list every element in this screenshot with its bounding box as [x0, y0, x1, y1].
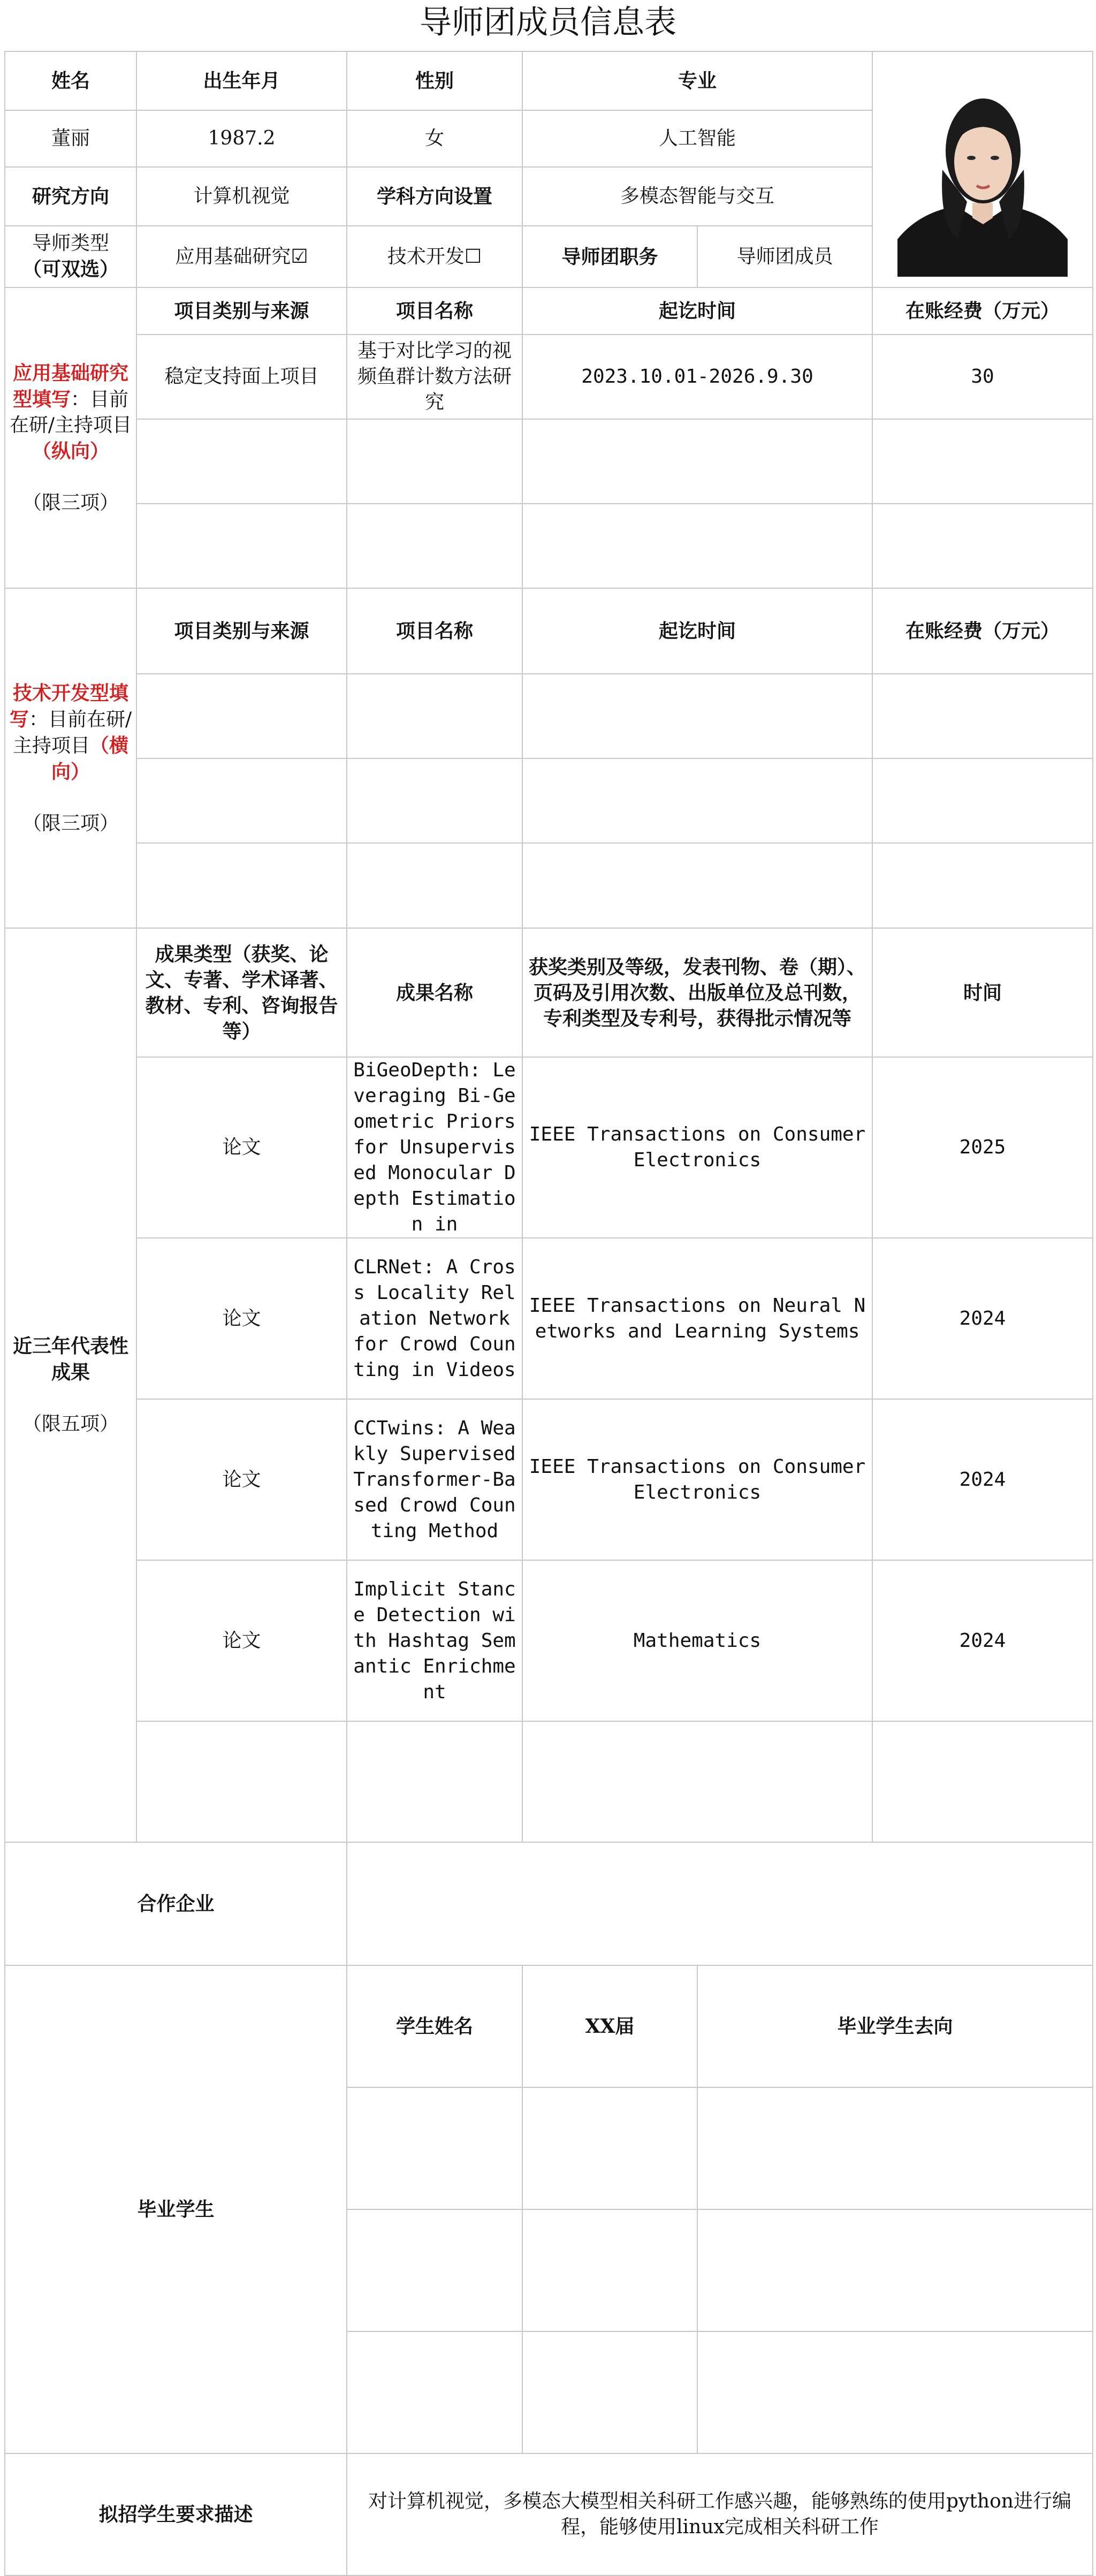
research-label: 研究方向 — [5, 167, 136, 226]
info-form-table — [4, 51, 1093, 2576]
tech-col-source: 项目类别与来源 — [136, 588, 347, 674]
discipline-value: 多模态智能与交互 — [522, 167, 872, 226]
applied-row-period: 2023.10.01-2026.9.30 — [522, 335, 872, 419]
tech-label-black: ：目前在研/主持项目 — [12, 708, 132, 757]
mentor-type-label-line2: （可双选） — [22, 258, 119, 280]
major-label: 专业 — [522, 51, 872, 110]
requirements-row — [5, 2453, 1093, 2575]
tech-label-red-2: （横向） — [51, 734, 129, 783]
tech-col-funds: 在账经费（万元） — [872, 588, 1093, 674]
achievements-col-venue: 获奖类别及等级，发表刊物、卷（期）、页码及引用次数、出版单位及总刊数，专利类型及专利号，获得批示情况等 — [522, 928, 872, 1057]
tech-label-red: 技术开发型填写 — [9, 681, 128, 731]
table-row — [5, 674, 1093, 758]
achievement-venue: IEEE Transactions on Consumer Electronics — [522, 1057, 872, 1238]
achievement-type: 论文 — [136, 1399, 347, 1560]
role-label: 导师团职务 — [522, 226, 697, 287]
table-row — [5, 419, 1093, 504]
applied-col-period: 起讫时间 — [522, 287, 872, 335]
partner-row — [5, 1842, 1093, 1965]
tech-section-label — [5, 588, 136, 928]
partner-value — [347, 1842, 1093, 1965]
achievement-venue: Mathematics — [522, 1560, 872, 1721]
achievement-venue: IEEE Transactions on Neural Networks and Learning Systems — [522, 1238, 872, 1399]
table-row — [5, 1238, 1093, 1399]
applied-label-red: 应用基础研究型填写 — [12, 361, 128, 411]
table-row — [5, 1721, 1093, 1842]
graduates-header-row — [5, 1965, 1093, 2087]
achievement-type: 论文 — [136, 1057, 347, 1238]
achievements-col-type: 成果类型（获奖、论文、专著、学术译著、教材、专利、咨询报告等） — [136, 928, 347, 1057]
tech-col-period: 起讫时间 — [522, 588, 872, 674]
table-row — [5, 335, 1093, 419]
graduates-col-name: 学生姓名 — [347, 1965, 522, 2087]
achievement-time: 2024 — [872, 1399, 1093, 1560]
requirements-label: 拟招学生要求描述 — [5, 2453, 347, 2575]
applied-col-name: 项目名称 — [347, 287, 522, 335]
achievement-type: 论文 — [136, 1560, 347, 1721]
achievement-venue: IEEE Transactions on Consumer Electronics — [522, 1399, 872, 1560]
achievements-col-time: 时间 — [872, 928, 1093, 1057]
applied-row-name: 基于对比学习的视频鱼群计数方法研究 — [347, 335, 522, 419]
mentor-type-label-line1: 导师类型 — [32, 232, 109, 254]
gender-value: 女 — [347, 110, 522, 167]
portrait-photo — [897, 63, 1068, 277]
achievement-type: 论文 — [136, 1238, 347, 1399]
achievements-limit: （限五项） — [22, 1413, 119, 1435]
graduates-col-destination: 毕业学生去向 — [697, 1965, 1093, 2087]
applied-label-black: ：目前在研/主持项目 — [9, 388, 132, 436]
table-row — [5, 1399, 1093, 1560]
applied-row-source: 稳定支持面上项目 — [136, 335, 347, 419]
achievement-time: 2025 — [872, 1057, 1093, 1238]
achievement-title: CCTwins: A Weakly Supervised Transformer-Based Crowd Counting Method — [347, 1399, 522, 1560]
achievements-label: 近三年代表性成果 — [12, 1335, 128, 1384]
mentor-type-option-applied: 应用基础研究☑ — [136, 226, 347, 287]
birth-label: 出生年月 — [136, 51, 347, 110]
name-label: 姓名 — [5, 51, 136, 110]
mentor-type-option-tech: 技术开发☐ — [347, 226, 522, 287]
page-title: 导师团成员信息表 — [420, 4, 676, 41]
name-value: 董丽 — [5, 110, 136, 167]
achievement-title: CLRNet: A Cross Locality Relation Network for Crowd Counting in Videos — [347, 1238, 522, 1399]
applied-col-funds: 在账经费（万元） — [872, 287, 1093, 335]
portrait-photo-cell — [872, 51, 1093, 287]
role-value: 导师团成员 — [697, 226, 872, 287]
requirements-text: 对计算机视觉，多模态大模型相关科研工作感兴趣，能够熟练的使用python进行编程，能够使用linux完成相关科研工作 — [347, 2453, 1093, 2575]
major-value: 人工智能 — [522, 110, 872, 167]
mentor-type-label — [5, 226, 136, 287]
table-row — [5, 504, 1093, 588]
table-row — [5, 1560, 1093, 1721]
tech-limit: （限三项） — [22, 812, 119, 834]
header-row-labels — [5, 51, 1093, 110]
graduates-label: 毕业学生 — [5, 1965, 347, 2453]
discipline-label: 学科方向设置 — [347, 167, 522, 226]
birth-value: 1987.2 — [136, 110, 347, 167]
applied-col-source: 项目类别与来源 — [136, 287, 347, 335]
table-row — [5, 843, 1093, 928]
partner-label: 合作企业 — [5, 1842, 347, 1965]
table-row — [5, 1057, 1093, 1238]
achievements-section-label — [5, 928, 136, 1842]
tech-col-name: 项目名称 — [347, 588, 522, 674]
achievement-time: 2024 — [872, 1238, 1093, 1399]
tech-header-row — [5, 588, 1093, 674]
achievements-header-row — [5, 928, 1093, 1057]
achievement-title: Implicit Stance Detection with Hashtag Semantic Enrichment — [347, 1560, 522, 1721]
achievement-title: BiGeoDepth: Leveraging Bi-Geometric Priors for Unsupervised Monocular Depth Estimation in — [347, 1057, 522, 1238]
applied-section-label — [5, 287, 136, 588]
achievements-col-name: 成果名称 — [347, 928, 522, 1057]
applied-header-row — [5, 287, 1093, 335]
graduates-col-class: XX届 — [522, 1965, 697, 2087]
research-value: 计算机视觉 — [136, 167, 347, 226]
applied-limit: （限三项） — [22, 491, 119, 514]
achievement-time: 2024 — [872, 1560, 1093, 1721]
applied-row-funds: 30 — [872, 335, 1093, 419]
applied-label-red-2: （纵向） — [32, 439, 109, 462]
table-row — [5, 758, 1093, 843]
gender-label: 性别 — [347, 51, 522, 110]
